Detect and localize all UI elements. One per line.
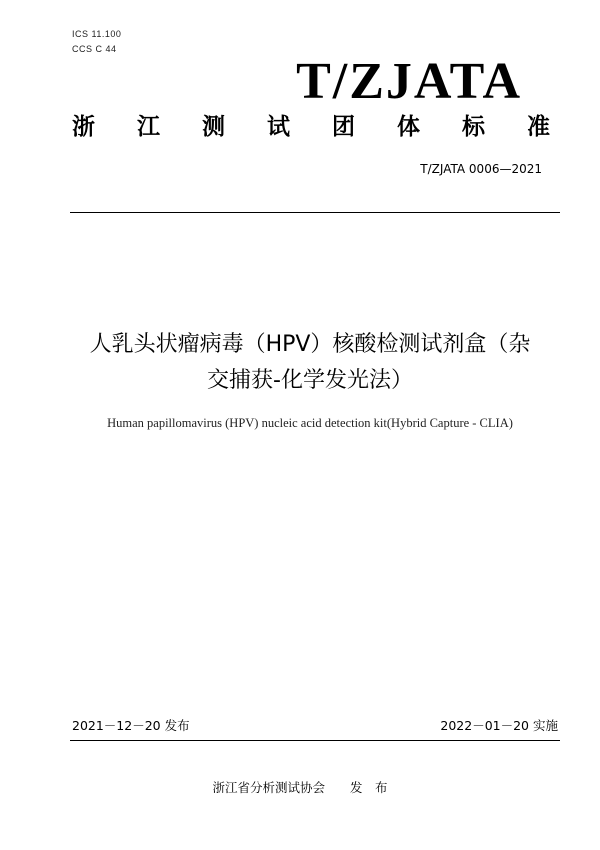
standard-type-char: 试: [267, 114, 290, 140]
header-divider: [70, 212, 560, 213]
title-line-2: 交捕获-化学发光法）: [207, 368, 413, 393]
standard-type-char: 浙: [72, 114, 95, 140]
ccs-code: CCS C 44: [72, 44, 117, 54]
ics-code: ICS 11.100: [72, 29, 122, 39]
issuing-organization: 浙江省分析测试协会 发 布: [212, 780, 388, 795]
footer-divider: [70, 740, 560, 741]
standard-type: [72, 114, 550, 142]
document-title-chinese: [60, 327, 560, 399]
standard-number: T/ZJATA 0006—2021: [420, 162, 542, 176]
standard-type-char: 准: [527, 114, 550, 140]
standard-type-char: 江: [137, 114, 160, 140]
standard-type-char: 标: [462, 114, 485, 140]
publish-date: 2021－12－20 发布: [72, 718, 190, 733]
organization-code: T/ZJATA: [296, 53, 522, 110]
document-title-english: Human papillomavirus (HPV) nucleic acid detection kit(Hybrid Capture - CLIA): [107, 416, 513, 430]
implementation-date: 2022－01－20 实施: [440, 718, 558, 733]
standard-type-char: 体: [397, 114, 420, 140]
standard-type-char: 测: [202, 114, 225, 140]
standard-type-char: 团: [332, 114, 355, 140]
title-line-1: 人乳头状瘤病毒（HPV）核酸检测试剂盒（杂: [89, 332, 531, 357]
